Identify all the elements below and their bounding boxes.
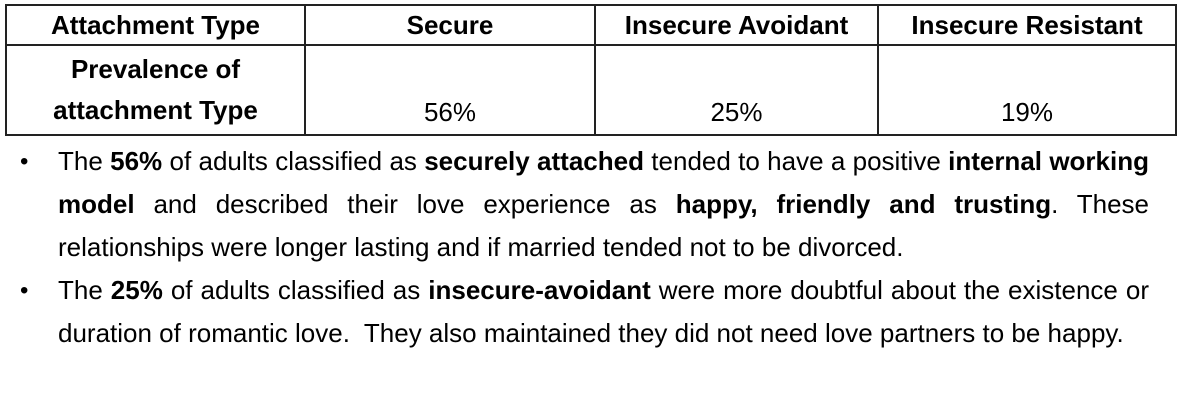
prevalence-label-line2: attachment Type <box>53 95 258 125</box>
prevalence-label-line1: Prevalence of <box>70 54 241 84</box>
value-cell-insecure-avoidant: 25% <box>595 45 878 135</box>
bullet-marker: • <box>20 277 29 304</box>
header-cell-secure: Secure <box>305 5 595 45</box>
attachment-table <box>5 4 1177 136</box>
bullet-text-insecure-avoidant: The 25% of adults classified as insecure-avoidant were more doubtful about the existence or duration of romantic love. They also maintained they did not need love partners to be happy. <box>58 275 1149 348</box>
bullet-text-secure: The 56% of adults classified as securely attached tended to have a positive internal working model and described their love experience as happy, friendly and trusting. These relationships were longer lasting and if married tended not to be divorced. <box>58 146 1149 262</box>
table-header-row <box>6 5 1176 45</box>
header-cell-insecure-avoidant: Insecure Avoidant <box>595 5 878 45</box>
bullet-list <box>0 140 1179 355</box>
bullet-item-secure <box>20 140 1149 269</box>
bullet-marker: • <box>20 148 29 175</box>
header-cell-attachment-type: Attachment Type <box>6 5 305 45</box>
table-row <box>6 45 1176 135</box>
bullet-item-insecure-avoidant <box>20 269 1149 355</box>
value-cell-secure: 56% <box>305 45 595 135</box>
value-cell-insecure-resistant: 19% <box>878 45 1176 135</box>
prevalence-label-cell <box>6 45 305 135</box>
header-cell-insecure-resistant: Insecure Resistant <box>878 5 1176 45</box>
